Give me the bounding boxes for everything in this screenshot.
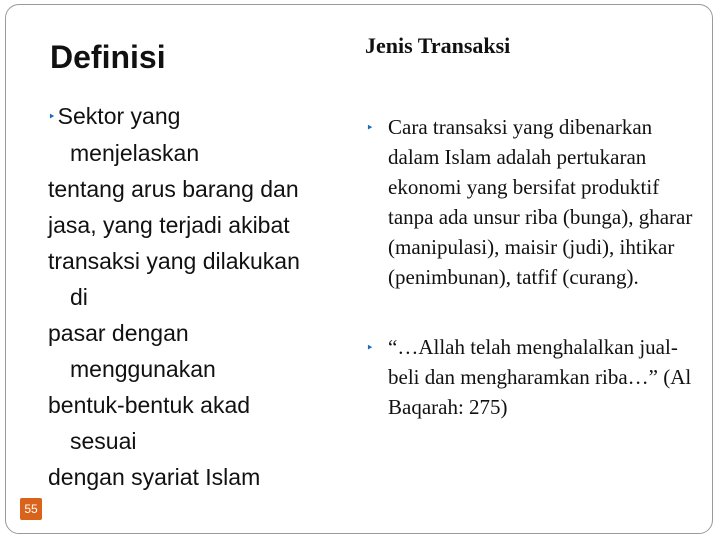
transaction-types-column bbox=[363, 33, 703, 419]
bullet-arrow-icon: ‣ bbox=[366, 120, 374, 135]
bullet-arrow-icon: ‣ bbox=[366, 340, 374, 355]
definition-body bbox=[48, 98, 358, 495]
transaction-types-list bbox=[363, 112, 703, 422]
definition-line: menjelaskan bbox=[70, 140, 200, 166]
list-item: ‣ “…Allah telah menghalalkan jual-beli dan mengharamkan riba…” (Al Baqarah: 275) bbox=[366, 335, 692, 419]
definition-line: bentuk-bentuk akad bbox=[48, 392, 251, 418]
definition-line: transaksi yang dilakukan bbox=[48, 248, 300, 274]
transaction-types-title: Jenis Transaksi bbox=[365, 33, 511, 58]
definition-line: sesuai bbox=[70, 428, 137, 454]
list-item: ‣ Cara transaksi yang dibenarkan dalam Islam adalah pertukaran ekonomi yang bersifat produktif tanpa ada unsur riba (bunga), gharar (manipulasi), maisir (judi), ihtikar (penimbunan), tatfif (curang). bbox=[366, 115, 693, 289]
definition-line: dengan syariat Islam bbox=[48, 464, 261, 490]
definition-line: ‣Sektor yang bbox=[48, 103, 181, 129]
definition-line: menggunakan bbox=[70, 356, 216, 382]
definition-column bbox=[48, 28, 348, 75]
bullet-arrow-icon: ‣ bbox=[48, 109, 56, 124]
definition-line: pasar dengan bbox=[48, 320, 189, 346]
definition-title: Definisi bbox=[50, 39, 166, 75]
definition-line: jasa, yang terjadi akibat bbox=[48, 212, 290, 238]
definition-line: tentang arus barang dan bbox=[48, 176, 299, 202]
page-number-badge: 55 bbox=[20, 498, 42, 520]
definition-line: di bbox=[70, 284, 88, 310]
